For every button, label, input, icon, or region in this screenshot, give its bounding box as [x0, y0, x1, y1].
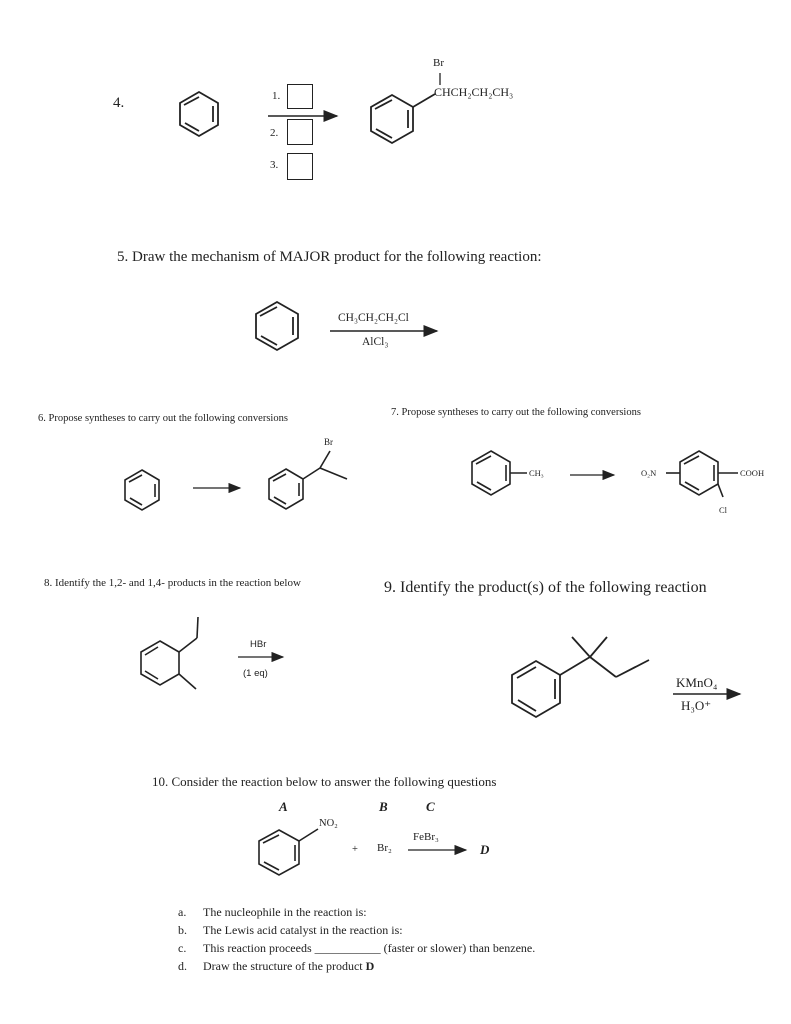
q10-no2-label: NO₂ [319, 818, 338, 829]
q4-step1-label: 1. [272, 90, 281, 102]
q10-item-b-letter: b. [178, 923, 187, 937]
q7-ch3-label: CH₃ [529, 468, 544, 478]
q7-question: 7. Propose syntheses to carry out the following conversions [391, 407, 641, 418]
q8-question: 8. Identify the 1,2- and 1,4- products in the reaction below [44, 577, 301, 589]
q10-label-b: B [379, 799, 388, 814]
q6-br-label: Br [324, 437, 333, 447]
q7-cl-label: Cl [719, 505, 728, 515]
q10-item-a-text: The nucleophile in the reaction is: [203, 905, 367, 919]
q9-question: 9. Identify the product(s) of the following reaction [384, 579, 707, 596]
q8-reagent-top: HBr [250, 639, 267, 650]
q6-benzene-reactant [125, 470, 159, 510]
q10-plus: + [352, 844, 358, 855]
q6-product [269, 451, 347, 509]
q10-item-c-letter: c. [178, 941, 187, 955]
q8-diene [141, 617, 198, 689]
q10-label-a: A [279, 799, 288, 814]
q10-nitrobenzene [259, 829, 318, 875]
q7-product [666, 451, 738, 497]
q4-benzene-product [371, 94, 435, 143]
q4-step3-label: 3. [270, 159, 279, 171]
q10-febr3-label: FeBr₃ [413, 831, 439, 843]
q10-item-d-letter: d. [178, 959, 187, 973]
q10-br2-label: Br₂ [377, 842, 392, 854]
q4-step3-answer-box[interactable] [287, 153, 313, 180]
q9-reagent-top: KMnO₄ [676, 675, 718, 690]
q5-reagent-bottom: AlCl₃ [362, 336, 389, 348]
q4-number: 4. [113, 95, 125, 111]
q10-item-d-text: Draw the structure of the product [203, 959, 366, 973]
q7-o2n-label: O₂N [641, 468, 657, 478]
q9-reagent-bottom: H₃O⁺ [681, 698, 712, 713]
q5-question: 5. Draw the mechanism of MAJOR product for the following reaction: [117, 249, 542, 265]
q10-label-c: C [426, 799, 435, 814]
q10-product-d: D [480, 842, 490, 857]
q4-benzene-reactant [180, 92, 218, 136]
q4-chain-label: CHCH₂CH₂CH₃ [434, 85, 514, 99]
q4-br-label: Br [433, 57, 444, 69]
q10-item-a-letter: a. [178, 905, 187, 919]
q10-item-d-bold: D [365, 959, 375, 973]
q5-benzene [256, 302, 298, 350]
q7-toluene [472, 451, 527, 495]
q10-item-d [203, 960, 374, 972]
q4-step1-answer-box[interactable] [287, 84, 313, 109]
q4-step2-label: 2. [270, 127, 279, 139]
q9-reactant [512, 637, 649, 717]
q10-item-c-text: This reaction proceeds ___________ (faster or slower) than benzene. [203, 941, 536, 955]
q10-question: 10. Consider the reaction below to answer the following questions [152, 774, 497, 789]
q8-reagent-bottom: (1 eq) [243, 668, 268, 679]
q6-question: 6. Propose syntheses to carry out the following conversions [38, 413, 288, 424]
q7-cooh-label: COOH [740, 468, 765, 478]
q10-item-b-text: The Lewis acid catalyst in the reaction is: [203, 923, 403, 937]
q5-reagent-top: CH₃CH₂CH₂Cl [338, 312, 409, 324]
q4-step2-answer-box[interactable] [287, 119, 313, 145]
